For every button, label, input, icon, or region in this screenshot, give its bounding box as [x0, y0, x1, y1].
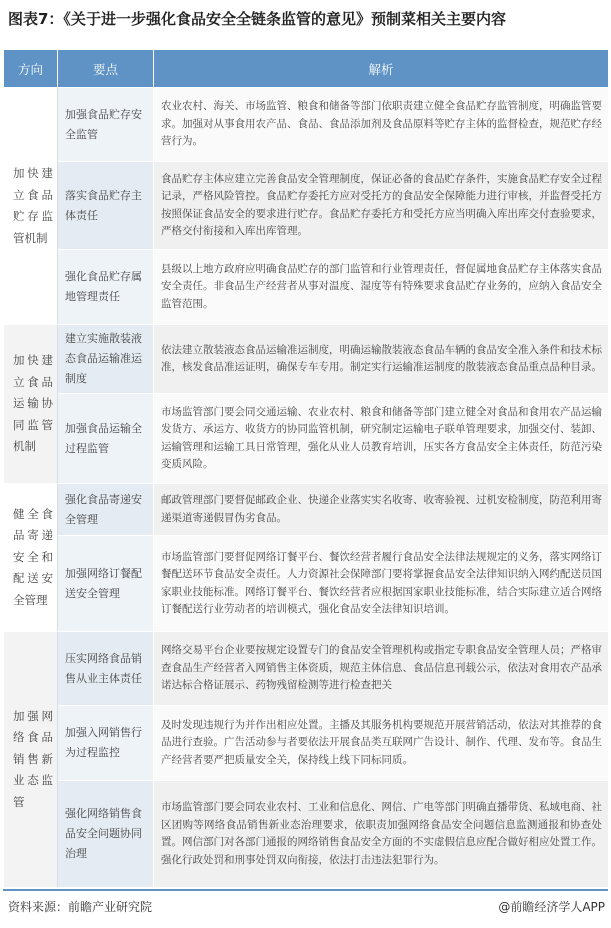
bottom-rule — [3, 889, 608, 891]
table-row — [4, 781, 609, 888]
table-row — [4, 484, 609, 536]
key-point-cell: 强化网络销售食品安全问题协同治理 — [58, 781, 154, 888]
direction-cell: 加快建立食品贮存监管机制 — [4, 88, 58, 325]
explanation-cell: 依法建立散装液态食品运输准运制度，明确运输散装液态食品车辆的食品安全准入条件和技术标准，核发食品准运证明，确保专车专用。制定实行运输准运制度的散装液态食品重点品种目录。 — [154, 325, 609, 394]
explanation-cell: 农业农村、海关、市场监管、粮食和储备等部门依职责建立健全食品贮存监管制度，明确监管要求。加强对从事食用农产品、食品、食品添加剂及食品原料等贮存主体的监督检查，规范贮存经营行为。 — [154, 88, 609, 162]
key-point-cell: 加强食品运输全过程监管 — [58, 394, 154, 484]
explanation-cell: 市场监管部门要会同交通运输、农业农村、粮食和储备等部门建立健全对食品和食用农产品运输发货方、承运方、收货方的协同监管机制，研究制定运输电子联单管理要求，加强交付、装卸、运输管理和运输工具日常管理，强化从业人员教育培训，压实各方食品安全主体责任，防范污染变质风险。 — [154, 394, 609, 484]
key-point-cell: 强化食品贮存属地管理责任 — [58, 250, 154, 325]
table-row — [4, 250, 609, 325]
direction-cell: 加快建立食品运输协同监管机制 — [4, 325, 58, 484]
table-row — [4, 536, 609, 632]
brand-credit: @前瞻经济学人APP — [498, 900, 605, 914]
figure-title: 图表7：《关于进一步强化食品安全全链条监管的意见》预制菜相关主要内容 — [8, 10, 506, 28]
header-direction: 方向 — [4, 50, 58, 88]
explanation-cell: 食品贮存主体应建立完善食品安全管理制度，保证必备的食品贮存条件，实施食品贮存安全过程记录，严格风险管控。食品贮存委托方应对受托方的食品安全保障能力进行审核，并监督受托方按照保证食品安全的要求进行贮存。食品贮存委托方和受托方应当明确入库出库交付查验要求，严格交付衔接和入库出库管理。 — [154, 162, 609, 250]
table-row — [4, 88, 609, 162]
header-key-point: 要点 — [58, 50, 154, 88]
explanation-cell: 县级以上地方政府应明确食品贮存的部门监管和行业管理责任，督促属地食品贮存主体落实食品安全责任。非食品生产经营者从事对温度、湿度等有特殊要求食品贮存业务的，应纳入食品安全监管范围。 — [154, 250, 609, 325]
source-note: 资料来源：前瞻产业研究院 — [8, 900, 153, 914]
explanation-cell: 邮政管理部门要督促邮政企业、快递企业落实实名收寄、收寄验视、过机安检制度，防范利用寄递渠道寄递假冒伪劣食品。 — [154, 484, 609, 536]
key-point-cell: 落实食品贮存主体责任 — [58, 162, 154, 250]
table-row — [4, 325, 609, 394]
table-header-row — [4, 50, 609, 88]
key-point-cell: 强化食品寄递安全管理 — [58, 484, 154, 536]
table-row — [4, 162, 609, 250]
explanation-cell: 网络交易平台企业要按规定设置专门的食品安全管理机构或指定专职食品安全管理人员；严格审查食品生产经营者入网销售主体资质，规范主体信息、食品信息刊载公示，依法对食用农产品承诺达标合格证展示、药物残留检测等进行检查把关 — [154, 632, 609, 706]
explanation-cell: 市场监管部门要会同农业农村、工业和信息化、网信、广电等部门明确直播带货、私域电商、社区团购等网络食品销售新业态治理要求，依职责加强网络食品安全问题信息监测通报和协查处置。网信部门对各部门通报的网络销售食品安全方面的不实虚假信息应配合做好相应处置工作。强化行政处罚和刑事处罚双向衔接，依法打击违法犯罪行为。 — [154, 781, 609, 888]
header-explanation: 解析 — [154, 50, 609, 88]
key-point-cell: 加强食品贮存安全监管 — [58, 88, 154, 162]
table-row — [4, 394, 609, 484]
key-point-cell: 压实网络食品销售从业主体责任 — [58, 632, 154, 706]
explanation-cell: 市场监管部门要督促网络订餐平台、餐饮经营者履行食品安全法律法规规定的义务，落实网络订餐配送环节食品安全责任。人力资源社会保障部门要将掌握食品安全法律知识纳入网约配送员国家职业技能标准。网络订餐平台、餐饮经营者应根据国家职业技能标准，结合实际建立适合网络订餐配送行业劳动者的培训模式，强化食品安全法律知识培训。 — [154, 536, 609, 632]
key-point-cell: 建立实施散装液态食品运输准运制度 — [58, 325, 154, 394]
table-row — [4, 632, 609, 706]
direction-cell: 健全食品寄递安全和配送安全管理 — [4, 484, 58, 632]
policy-table — [3, 49, 609, 888]
explanation-cell: 及时发现违规行为并作出相应处置。主播及其服务机构要规范开展营销活动，依法对其推荐的食品进行查验。广告活动参与者要依法开展食品类互联网广告设计、制作、代理、发布等。食品生产经营者要严把质量安全关，保持线上线下同标同质。 — [154, 706, 609, 781]
direction-cell: 加强网络食品销售新业态监管 — [4, 632, 58, 888]
key-point-cell: 加强网络订餐配送安全管理 — [58, 536, 154, 632]
table-row — [4, 706, 609, 781]
key-point-cell: 加强入网销售行为过程监控 — [58, 706, 154, 781]
